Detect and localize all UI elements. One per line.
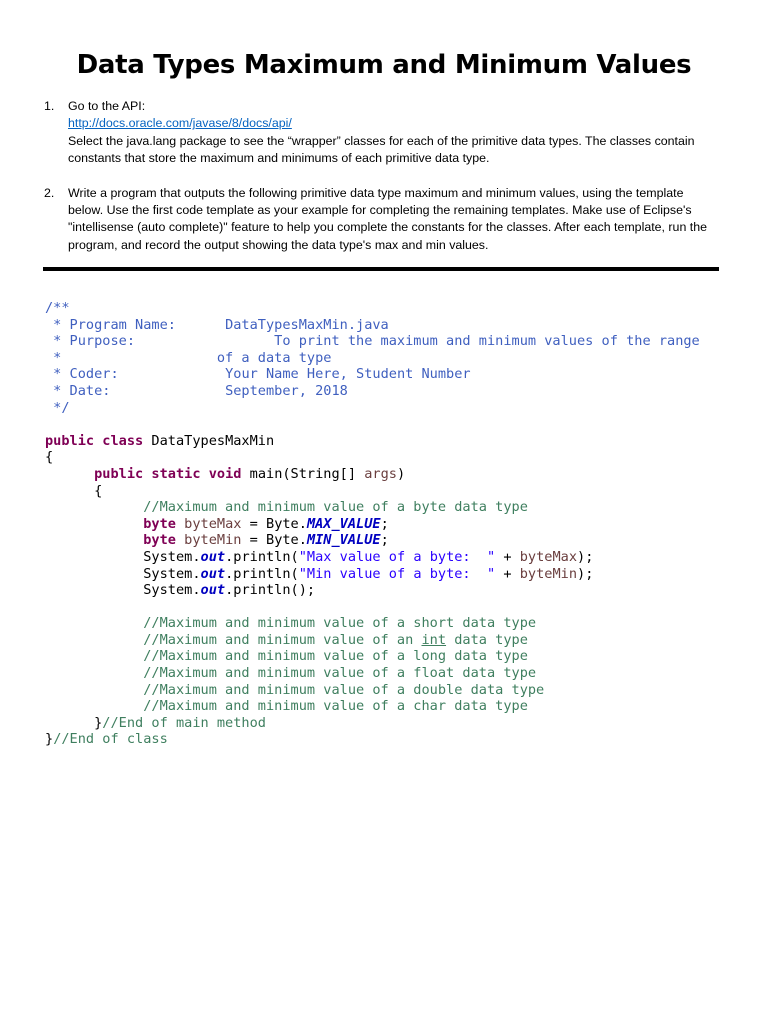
code-comment: //Maximum and minimum value of a short data type — [143, 615, 537, 632]
keyword: byte — [143, 515, 176, 532]
doc-label: * Program Name: — [45, 316, 176, 333]
field-out: out — [200, 565, 226, 582]
doc-label: * Date: — [45, 382, 111, 399]
param-args: args — [364, 465, 397, 482]
code-template: /** * Program Name: DataTypesMaxMin.java * Purpose: To print the maximum and minimum values of the range * of a data type * Coder: Your Name Here, Student Number * Date: September, 2018 */ public class DataTypesMaxMin { public static void main(String[] args) { //Maximum and minimum value of a byte data type byte byteMax = Byte.MAX_VALUE; byte byteMin = Byte.MIN_VALUE; System.out.println("Max value of a byte: " + byteMax); System.out.println("Min value of a byte: " + byteMin); System.out.println(); //Maximum and minimum value of a short data type //Maximum and minimum value of an int data type //Maximum and minimum value of a long data type //Maximum and minimum value of a float data type //Maximum and minimum value of a double data type //Maximum and minimum value of a char data type }//End of main method }//End of class — [45, 300, 700, 748]
keyword: public — [45, 432, 95, 449]
code-comment: //Maximum and minimum value of a byte data type — [143, 499, 528, 516]
brace: } — [45, 731, 54, 748]
code-comment: //Maximum and minimum value of a char data type — [143, 698, 528, 715]
instruction-step-2 — [44, 185, 720, 255]
doc-value: Your Name Here, Student Number — [225, 366, 471, 383]
step-text: Select the java.lang package to see the “wrapper” classes for each of the primitive data types. The classes contain constants that store the maximum and minimums of each primitive data type. — [68, 133, 695, 166]
brace: } — [94, 714, 103, 731]
code-comment: //Maximum and minimum value of an — [143, 631, 422, 648]
code-comment: data type — [446, 631, 528, 648]
doc-comment-close: */ — [45, 399, 70, 416]
code-comment: //Maximum and minimum value of a long data type — [143, 648, 528, 665]
instruction-step-1 — [44, 98, 720, 168]
method-signature: main(String[] — [249, 465, 365, 482]
code-comment: //Maximum and minimum value of a float data type — [143, 665, 537, 682]
class-name: DataTypesMaxMin — [151, 432, 275, 449]
doc-value: September, 2018 — [225, 382, 348, 399]
page-title: Data Types Maximum and Minimum Values — [76, 50, 692, 80]
variable: byteMin — [184, 532, 242, 549]
doc-comment-open: /** — [45, 300, 70, 316]
brace: { — [94, 482, 103, 499]
doc-label: * Coder: — [45, 366, 119, 383]
string-literal: "Max value of a byte: " — [298, 548, 496, 565]
doc-value: of a data type — [216, 349, 332, 366]
code-comment: //End of class — [53, 731, 168, 748]
doc-value: DataTypesMaxMin.java — [225, 316, 389, 333]
keyword: static — [151, 465, 201, 482]
step-number: 2. — [44, 185, 55, 200]
step-text: Write a program that outputs the following primitive data type maximum and minimum values, using the template below. Use the first code template as your example for completing the remaining templates. Make use of Eclipse's "intellisense (auto complete)" feature to help you complete the constants for the classes. After each template, run the program, and record the output showing the data type's max and min values. — [68, 185, 708, 252]
keyword: public — [94, 465, 144, 482]
keyword: class — [102, 432, 144, 449]
doc-label: * Purpose: — [45, 333, 136, 350]
keyword: void — [208, 465, 242, 482]
step-number: 1. — [44, 99, 55, 113]
variable: byteMax — [519, 548, 578, 565]
step-lead-text: Go to the API: — [68, 99, 146, 113]
code-comment: //End of main method — [102, 714, 266, 731]
doc-value: To print the maximum and minimum values of the range — [225, 333, 700, 350]
field-out: out — [200, 582, 226, 599]
constant: MIN_VALUE — [306, 532, 381, 549]
doc-label: * — [45, 349, 62, 366]
constant: MAX_VALUE — [306, 515, 381, 532]
instruction-list — [44, 98, 720, 271]
string-literal: "Min value of a byte: " — [298, 565, 496, 582]
variable: byteMin — [519, 565, 578, 582]
variable: byteMax — [184, 515, 242, 532]
code-comment: //Maximum and minimum value of a double data type — [143, 681, 545, 698]
field-out: out — [200, 548, 226, 565]
code-comment: int — [421, 631, 447, 648]
keyword: byte — [143, 532, 176, 549]
brace: { — [45, 449, 54, 466]
api-link[interactable]: http://docs.oracle.com/javase/8/docs/api/ — [68, 116, 292, 131]
section-divider — [43, 267, 719, 271]
